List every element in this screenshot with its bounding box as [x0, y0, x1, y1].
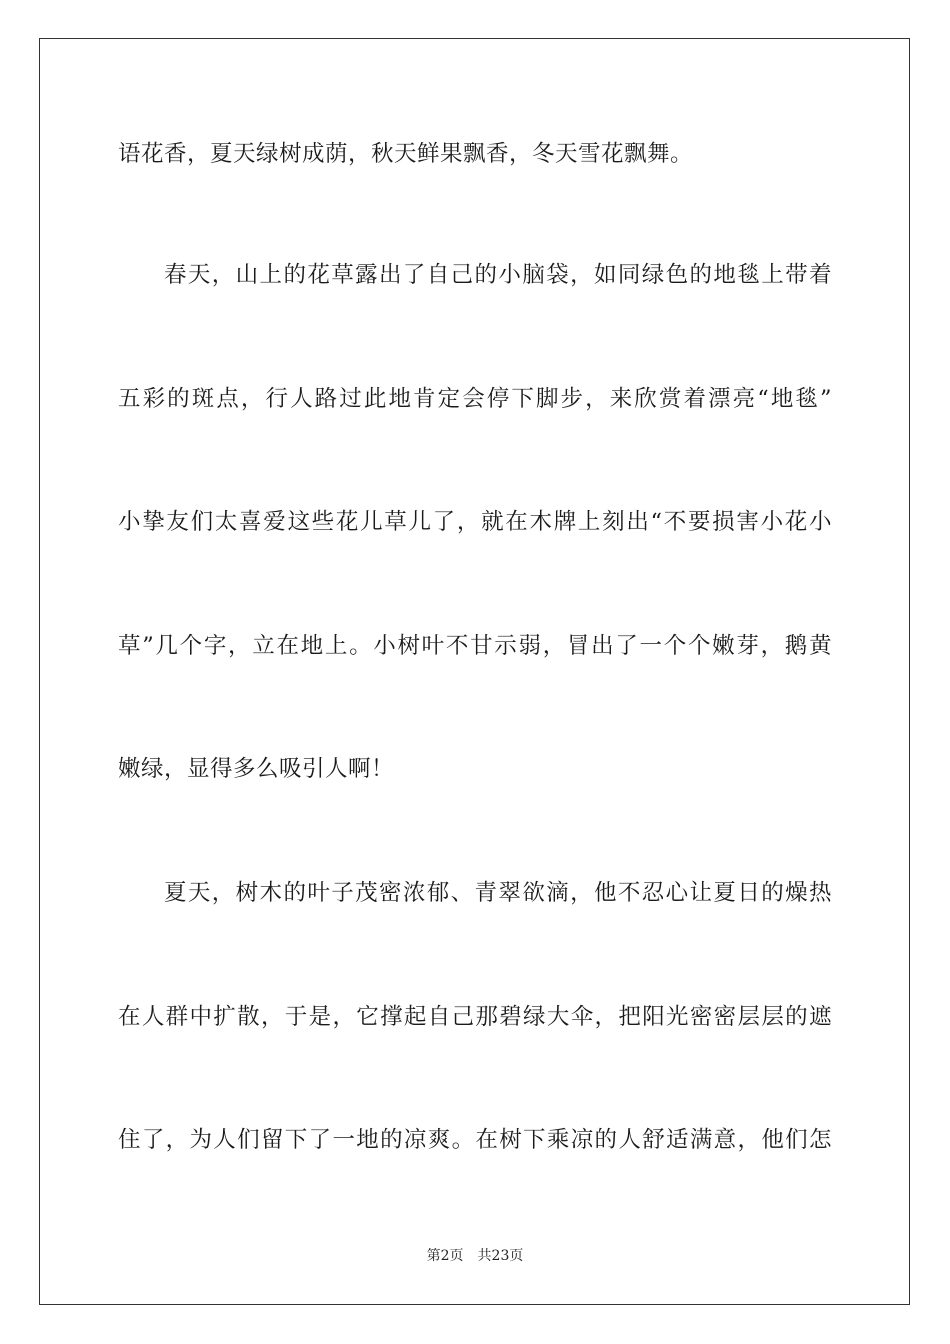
text-line-4: 小挚友们太喜爱这些花儿草儿了，就在木牌上刻出“不要损害小花小: [118, 509, 832, 535]
text-line-5: 草”几个字，立在地上。小树叶不甘示弱，冒出了一个个嫩芽，鹅黄: [118, 633, 832, 659]
text-line-6: 嫩绿，显得多么吸引人啊！: [118, 756, 395, 782]
page-border: [39, 38, 910, 1305]
page-number: 第2页: [426, 1248, 464, 1264]
text-line-3: 五彩的斑点，行人路过此地肯定会停下脚步，来欣赏着漂亮“地毯”: [118, 386, 832, 412]
text-line-7: 夏天，树木的叶子茂密浓郁、青翠欲滴，他不忍心让夏日的燥热: [164, 880, 832, 906]
text-line-8: 在人群中扩散，于是，它撑起自己那碧绿大伞，把阳光密密层层的遮: [118, 1004, 832, 1030]
text-line-1: 语花香，夏天绿树成荫，秋天鲜果飘香，冬天雪花飘舞。: [118, 141, 694, 167]
text-line-2: 春天，山上的花草露出了自己的小脑袋，如同绿色的地毯上带着: [164, 262, 832, 288]
text-line-9: 住了，为人们留下了一地的凉爽。在树下乘凉的人舒适满意，他们怎: [118, 1127, 832, 1153]
page-total: 共23页: [477, 1248, 524, 1264]
page-footer: [0, 1245, 950, 1265]
